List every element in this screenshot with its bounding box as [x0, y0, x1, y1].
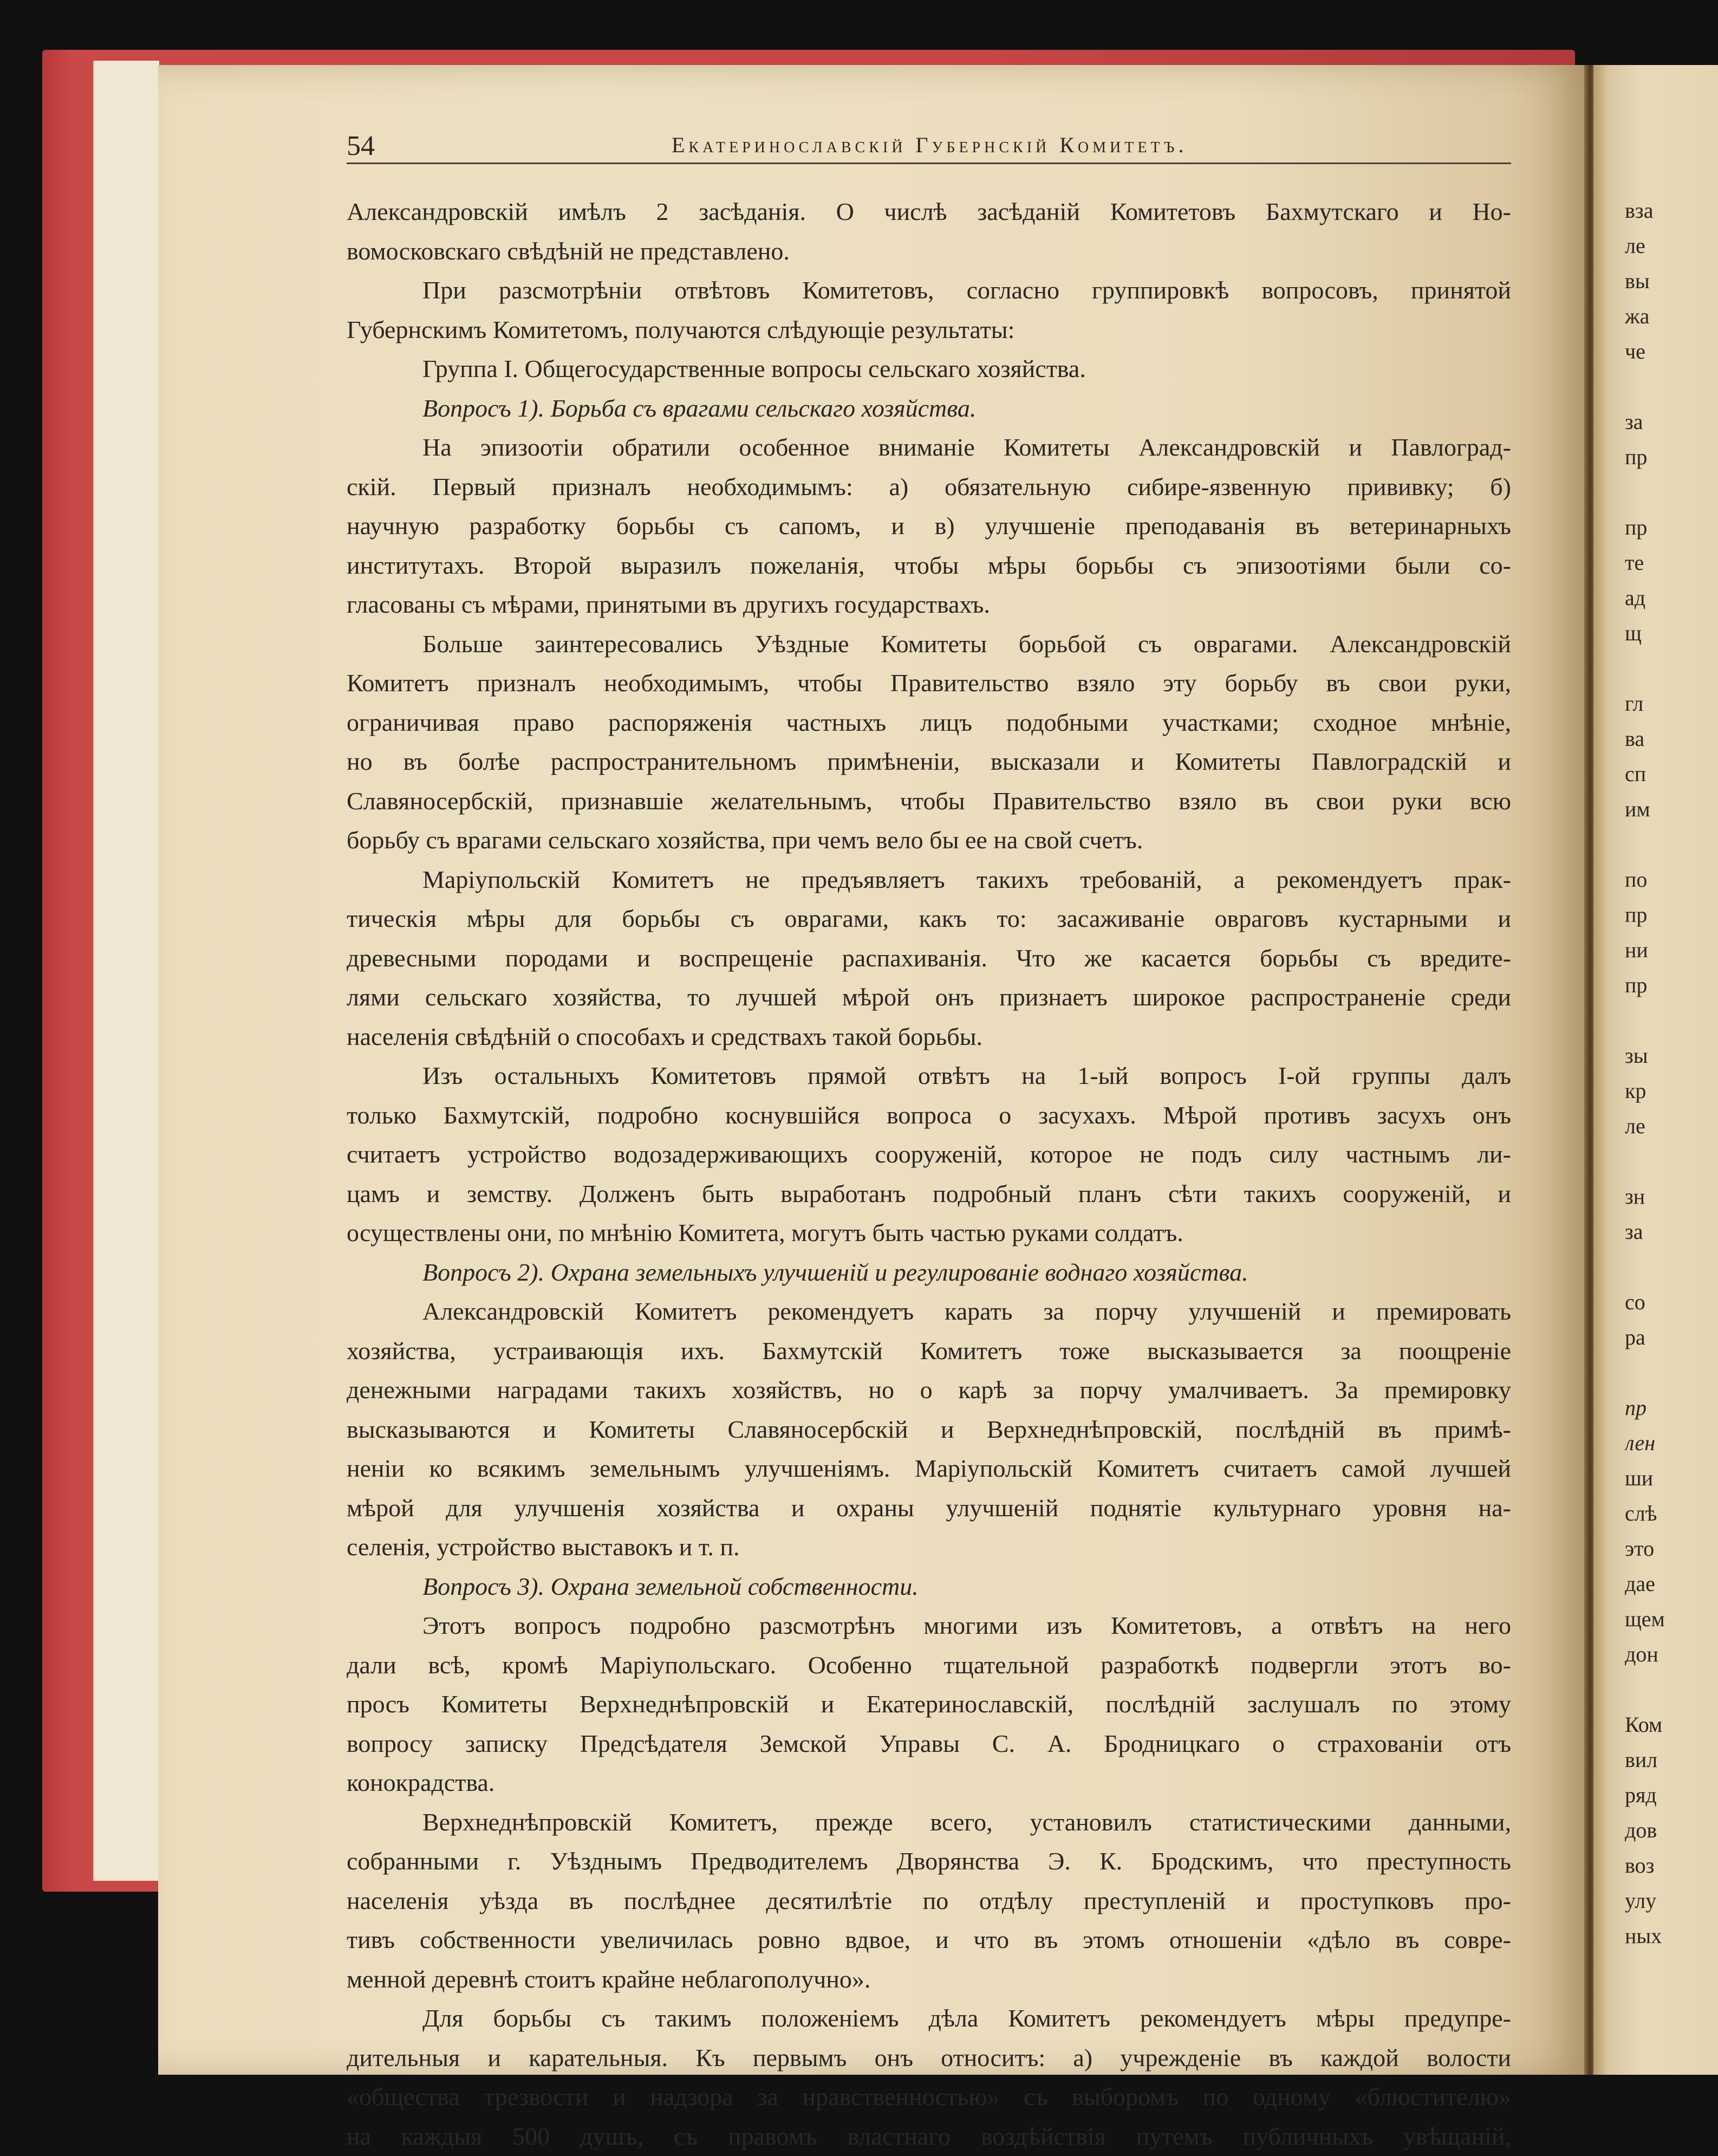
- text-line: дительныя и карательныя. Къ первымъ онъ относитъ: а) учрежденіе въ каждой волости: [347, 2038, 1511, 2078]
- right-page-fragment: лен: [1625, 1427, 1718, 1463]
- text-line: Группа I. Общегосударственные вопросы сельскаго хозяйства.: [347, 349, 1511, 389]
- right-page-fragment: [1625, 1674, 1718, 1709]
- text-line: тивъ собственности увеличилась ровно вдвое, и что въ этомъ отношеніи «дѣло въ совре-: [347, 1920, 1511, 1960]
- right-page-fragment: ши: [1625, 1463, 1718, 1498]
- right-page-fragment: ад: [1625, 582, 1718, 618]
- text-line: лями сельскаго хозяйства, то лучшей мѣрой онъ признаетъ широкое распространеніе среди: [347, 978, 1511, 1017]
- right-page-fragment: пр: [1625, 1392, 1718, 1427]
- right-page-fragment: [1625, 829, 1718, 864]
- right-page-fragment: щ: [1625, 618, 1718, 653]
- text-line: на каждыя 500 душъ, съ правомъ властнаго воздѣйствія путемъ публичныхъ увѣщаній,: [347, 2117, 1511, 2156]
- question-heading: Вопросъ 2). Охрана земельныхъ улучшеній и регулированіе воднаго хозяйства.: [347, 1253, 1511, 1293]
- right-page-fragment: жа: [1625, 301, 1718, 336]
- text-line: мѣрой для улучшенія хозяйства и охраны улучшеній поднятіе культурнаго уровня на-: [347, 1489, 1511, 1528]
- text-line: борьбу съ врагами сельскаго хозяйства, при чемъ вело бы ее на свой счетъ.: [347, 821, 1511, 860]
- right-page-fragment: че: [1625, 336, 1718, 371]
- right-page-fragment: [1625, 371, 1718, 406]
- right-page-fragment: зн: [1625, 1181, 1718, 1216]
- text-line: научную разработку борьбы съ сапомъ, и в) улучшеніе преподаванія въ ветеринарныхъ: [347, 506, 1511, 546]
- text-line: осуществлены они, по мнѣнію Комитета, могутъ быть частью руками солдатъ.: [347, 1213, 1511, 1253]
- text-line: высказываются и Комитеты Славяносербскій и Верхнеднѣпровскій, послѣдній въ примѣ-: [347, 1410, 1511, 1450]
- text-line: древесными породами и воспрещеніе распахиванія. Что же касается борьбы съ вредите-: [347, 939, 1511, 978]
- right-page-fragment: вил: [1625, 1744, 1718, 1780]
- text-line: Маріупольскій Комитетъ не предъявляетъ такихъ требованій, а рекомендуетъ прак-: [347, 860, 1511, 900]
- right-page-fragment: дов: [1625, 1815, 1718, 1850]
- right-page-fragment: кр: [1625, 1075, 1718, 1111]
- text-line: неніи ко всякимъ земельнымъ улучшеніямъ. Маріупольскій Комитетъ считаетъ самой лучшей: [347, 1449, 1511, 1489]
- right-page-fragment: слѣ: [1625, 1498, 1718, 1533]
- right-page-fragment: [1625, 1251, 1718, 1287]
- page-number: 54: [347, 130, 375, 162]
- text-line: Александровскій имѣлъ 2 засѣданія. О числѣ засѣданій Комитетовъ Бахмутскаго и Но-: [347, 192, 1511, 232]
- right-page-fragment: щем: [1625, 1603, 1718, 1639]
- right-page-fragment: им: [1625, 794, 1718, 829]
- right-page-fragment: по: [1625, 864, 1718, 899]
- right-page-fragment: это: [1625, 1533, 1718, 1568]
- right-page-fragment: вза: [1625, 195, 1718, 230]
- right-page-fragment: пр: [1625, 970, 1718, 1005]
- adjacent-page-fragments: [1625, 195, 1718, 1956]
- right-page-fragment: вы: [1625, 265, 1718, 301]
- right-page-fragment: ле: [1625, 230, 1718, 265]
- page-body-text: [347, 192, 1511, 2156]
- text-line: ограничивая право распоряженія частныхъ лицъ подобными участками; сходное мнѣніе,: [347, 703, 1511, 743]
- right-page-fragment: пр: [1625, 512, 1718, 547]
- right-page-fragment: ва: [1625, 723, 1718, 758]
- text-line: собранными г. Уѣзднымъ Предводителемъ Дворянства Э. К. Бродскимъ, что преступность: [347, 1842, 1511, 1881]
- right-page-fragment: [1625, 653, 1718, 688]
- text-line: При разсмотрѣніи отвѣтовъ Комитетовъ, согласно группировкѣ вопросовъ, принятой: [347, 271, 1511, 310]
- text-line: гласованы съ мѣрами, принятыми въ другихъ государствахъ.: [347, 585, 1511, 625]
- text-line: Этотъ вопросъ подробно разсмотрѣнъ многими изъ Комитетовъ, а отвѣтъ на него: [347, 1606, 1511, 1646]
- right-page-fragment: пр: [1625, 899, 1718, 934]
- right-page-fragment: ра: [1625, 1322, 1718, 1357]
- right-page-fragment: [1625, 477, 1718, 512]
- text-line: но въ болѣе распространительномъ примѣненіи, высказали и Комитеты Павлоградскій и: [347, 742, 1511, 782]
- text-line: Верхнеднѣпровскій Комитетъ, прежде всего, установилъ статистическими данными,: [347, 1803, 1511, 1842]
- text-line: Губернскимъ Комитетомъ, получаются слѣдующіе результаты:: [347, 310, 1511, 350]
- right-page-fragment: Ком: [1625, 1709, 1718, 1744]
- text-line: Больше заинтересовались Уѣздные Комитеты борьбой съ оврагами. Александровскій: [347, 625, 1511, 664]
- right-page-fragment: сп: [1625, 758, 1718, 794]
- text-line: вомосковскаго свѣдѣній не представлено.: [347, 232, 1511, 271]
- question-heading: Вопросъ 3). Охрана земельной собственности.: [347, 1567, 1511, 1607]
- text-line: селенія, устройство выставокъ и т. п.: [347, 1528, 1511, 1567]
- page-edge-stack: [93, 61, 159, 1881]
- text-line: Для борьбы съ такимъ положеніемъ дѣла Комитетъ рекомендуетъ мѣры предупре-: [347, 1999, 1511, 2038]
- text-line: Александровскій Комитетъ рекомендуетъ карать за порчу улучшеній и премировать: [347, 1292, 1511, 1332]
- right-page-fragment: за: [1625, 1216, 1718, 1251]
- text-line: дали всѣ, кромѣ Маріупольскаго. Особенно тщательной разработкѣ подвергли этотъ во-: [347, 1646, 1511, 1685]
- text-line: Славяносербскій, признавшіе желательнымъ, чтобы Правительство взяло въ свои руки всю: [347, 782, 1511, 821]
- right-page-fragment: ных: [1625, 1920, 1718, 1956]
- text-line: цамъ и земству. Долженъ быть выработанъ подробный планъ сѣти такихъ сооруженій, и: [347, 1174, 1511, 1214]
- right-page-fragment: ле: [1625, 1111, 1718, 1146]
- text-line: денежными наградами такихъ хозяйствъ, но о карѣ за порчу умалчиваетъ. За премировку: [347, 1371, 1511, 1410]
- text-line: скій. Первый призналъ необходимымъ: а) обязательную сибире-язвенную прививку; б): [347, 467, 1511, 507]
- right-page-fragment: дон: [1625, 1639, 1718, 1674]
- right-page-fragment: зы: [1625, 1040, 1718, 1075]
- right-page-fragment: дае: [1625, 1568, 1718, 1603]
- right-page-fragment: ни: [1625, 934, 1718, 970]
- text-line: хозяйства, устраивающія ихъ. Бахмутскій Комитетъ тоже высказывается за поощреніе: [347, 1332, 1511, 1371]
- text-line: институтахъ. Второй выразилъ пожеланія, чтобы мѣры борьбы съ эпизоотіями были со-: [347, 546, 1511, 586]
- text-line: вопросу записку Предсѣдателя Земской Управы С. А. Бродницкаго о страхованіи отъ: [347, 1724, 1511, 1764]
- header-rule: [347, 163, 1511, 164]
- right-page-fragment: ряд: [1625, 1780, 1718, 1815]
- right-page-fragment: [1625, 1357, 1718, 1392]
- text-line: населенія свѣдѣній о способахъ и средствахъ такой борьбы.: [347, 1017, 1511, 1057]
- text-line: Комитетъ призналъ необходимымъ, чтобы Правительство взяло эту борьбу въ свои руки,: [347, 664, 1511, 703]
- text-line: менной деревнѣ стоитъ крайне неблагополучно».: [347, 1960, 1511, 1999]
- text-line: населенія уѣзда въ послѣднее десятилѣтіе по отдѣлу преступленій и проступковъ про-: [347, 1881, 1511, 1921]
- right-page-fragment: те: [1625, 547, 1718, 582]
- text-line: тическія мѣры для борьбы съ оврагами, какъ то: засаживаніе овраговъ кустарными и: [347, 899, 1511, 939]
- right-page-fragment: улу: [1625, 1885, 1718, 1920]
- question-heading: Вопросъ 1). Борьба съ врагами сельскаго хозяйства.: [347, 389, 1511, 428]
- text-line: На эпизоотіи обратили особенное вниманіе Комитеты Александровскій и Павлоград-: [347, 428, 1511, 467]
- right-page-fragment: воз: [1625, 1850, 1718, 1885]
- right-page-fragment: за: [1625, 406, 1718, 441]
- right-page-fragment: гл: [1625, 688, 1718, 723]
- text-line: «общества трезвости и надзора за нравственностью» съ выборомъ по одному «блюстителю»: [347, 2077, 1511, 2117]
- right-page-fragment: со: [1625, 1287, 1718, 1322]
- right-page-fragment: [1625, 1005, 1718, 1040]
- running-head: Екатеринославскій Губернскій Комитетъ.: [672, 132, 1187, 158]
- text-line: конокрадства.: [347, 1763, 1511, 1803]
- text-line: только Бахмутскій, подробно коснувшійся вопроса о засухахъ. Мѣрой противъ засухъ онъ: [347, 1096, 1511, 1135]
- text-line: считаетъ устройство водозадерживающихъ сооруженій, которое не подъ силу частнымъ ли-: [347, 1135, 1511, 1174]
- right-page-fragment: пр: [1625, 441, 1718, 477]
- right-page-fragment: [1625, 1146, 1718, 1181]
- text-line: просъ Комитеты Верхнеднѣпровскій и Екатеринославскій, послѣдній заслушалъ по этому: [347, 1685, 1511, 1724]
- text-line: Изъ остальныхъ Комитетовъ прямой отвѣтъ на 1-ый вопросъ I-ой группы далъ: [347, 1056, 1511, 1096]
